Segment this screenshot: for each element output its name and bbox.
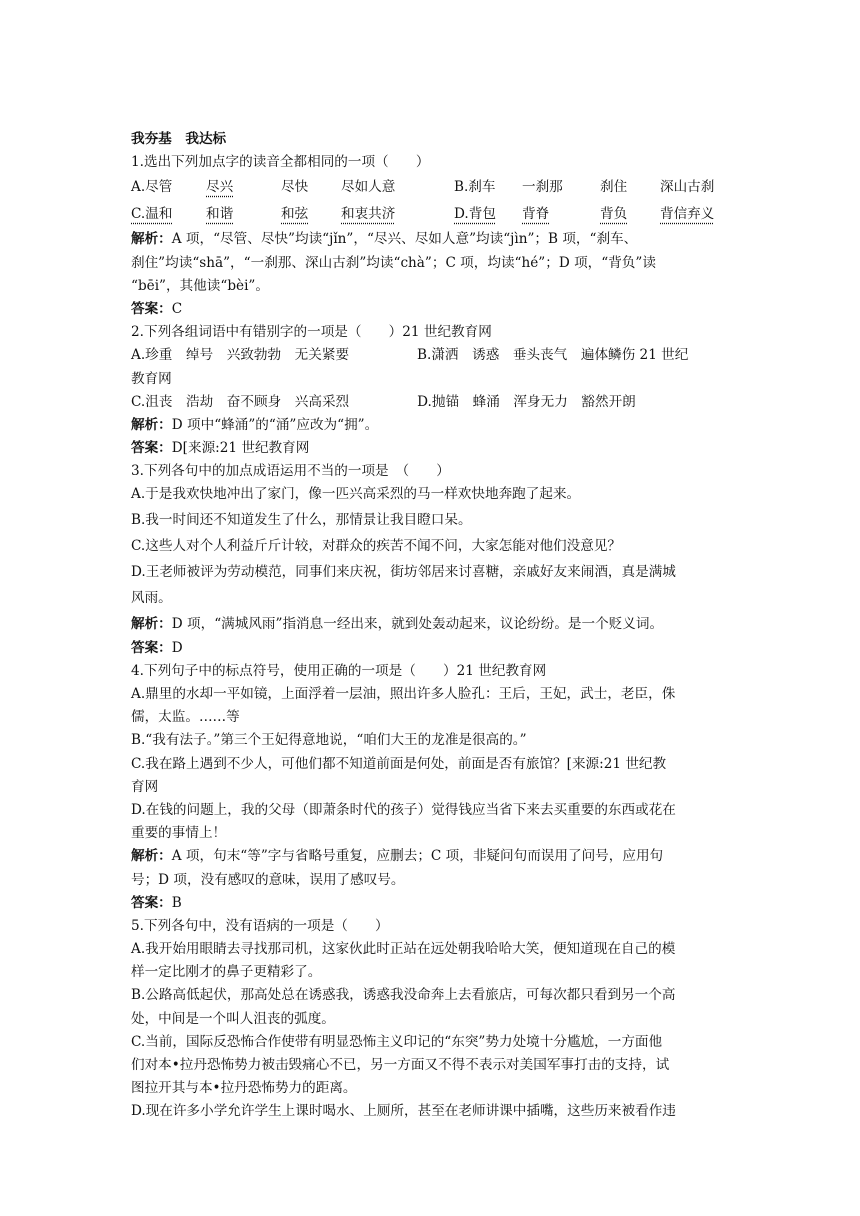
q2-answer — [131, 437, 731, 460]
q4-analysis-line-2: 号；D 项，没有感叹的意味，误用了感叹号。 — [131, 871, 405, 888]
q2-line-2: 教育网 — [131, 370, 172, 387]
q1-answer-value: C — [171, 300, 183, 317]
q1-opt-b-2: 一刹那 — [522, 179, 563, 196]
q1-analysis-line-3: “bēi”，其他读“bèi”。 — [131, 277, 269, 294]
q4-analysis-line-1 — [131, 845, 731, 868]
q4-line-5: 育网 — [131, 778, 159, 795]
q2-analysis-label: 解析： — [131, 416, 172, 433]
q3-answer-value: D — [171, 639, 183, 656]
q1-opt-d-3: 背负 — [600, 206, 628, 223]
document-page — [131, 128, 731, 1124]
q1-analysis-line-2: 刹住”均读“shā”，“一刹那、深山古刹”均读“chà”；C 项，均读“hé”；D 项，“背负”读 — [131, 254, 656, 271]
q2-line-3: C.沮丧 浩劫 奋不顾身 兴高采烈 D.抛锚 蜂涌 浑身无力 豁然开朗 — [131, 393, 636, 410]
q5-line-5: C.当前，国际反恐怖合作使带有明显恐怖主义印记的“东突”势力处境十分尴尬，一方面他 — [131, 1033, 663, 1050]
section-title: 我夯基 我达标 — [131, 131, 227, 147]
q3-option-c: C.这些人对个人利益斤斤计较，对群众的疾苦不闻不问，大家怎能对他们没意见？ — [131, 538, 622, 555]
q5-line-1: A.我开始用眼睛去寻找那司机，这家伙此时正站在远处朝我哈哈大笑，便知道现在自己的模 — [131, 941, 676, 958]
q1-answer-label: 答案： — [131, 300, 172, 317]
q1-opt-d-1: D.背包 — [454, 206, 496, 223]
q4-answer — [131, 892, 731, 915]
q2-stem: 2.下列各组词语中有错别字的一项是（ ）21 世纪教育网 — [131, 324, 492, 341]
q5-line-3: B.公路高低起伏，那高处总在诱惑我，诱惑我没命奔上去看旅店，可每次都只看到另一个高 — [131, 987, 676, 1004]
q3-answer-label: 答案： — [131, 639, 172, 656]
q1-opt-a-1: A.尽管 — [131, 179, 173, 196]
q1-analysis-line-1 — [131, 228, 731, 251]
q1-opt-c-3: 和弦 — [281, 206, 309, 223]
q3-analysis — [131, 613, 731, 636]
q1-analysis-label: 解析： — [131, 231, 172, 248]
q1-opt-a-2: 尽兴 — [206, 179, 234, 196]
q4-line-2: 儒，太监。……等 — [131, 709, 240, 726]
q4-analysis-label: 解析： — [131, 848, 172, 865]
q2-analysis — [131, 414, 731, 437]
q1-opt-c-2: 和谐 — [206, 206, 234, 223]
q4-answer-label: 答案： — [131, 894, 172, 911]
q3-option-d-line-2: 风雨。 — [131, 590, 172, 607]
q1-options-row-2 — [131, 201, 731, 228]
q4-line-4: C.我在路上遇到不少人，可他们都不知道前面是何处，前面是否有旅馆？[来源:21 世纪教 — [131, 755, 667, 772]
q1-stem: 1.选出下列加点字的读音全都相同的一项（ ） — [131, 154, 430, 171]
q4-answer-value: B — [171, 894, 182, 911]
q1-options-row-1 — [131, 174, 731, 201]
q5-line-2: 样一定比刚才的鼻子更精彩了。 — [131, 964, 322, 981]
q1-opt-b-4: 深山古刹 — [660, 179, 715, 196]
q3-stem: 3.下列各句中的加点成语运用不当的一项是 （ ） — [131, 463, 450, 480]
q3-option-d-line-1: D.王老师被评为劳动模范，同事们来庆祝，街坊邻居来讨喜糖，亲戚好友来闹酒，真是满城 — [131, 564, 676, 581]
q3-analysis-text: D 项，“满城风雨”指消息一经出来，就到处轰动起来，议论纷纷。是一个贬义词。 — [171, 616, 664, 633]
q3-answer — [131, 637, 731, 660]
q1-analysis-text-1: A 项，“尽管、尽快”均读“jǐn”，“尽兴、尽如人意”均读“jìn”；B 项，“刹车、 — [171, 231, 638, 248]
q4-stem: 4.下列句子中的标点符号，使用正确的一项是（ ）21 世纪教育网 — [131, 662, 547, 679]
q2-answer-label: 答案： — [131, 440, 172, 457]
q5-stem: 5.下列各句中，没有语病的一项是（ ） — [131, 917, 389, 934]
q5-line-8: D.现在许多小学允许学生上课时喝水、上厕所，甚至在老师讲课中插嘴，这些历来被看作违 — [131, 1103, 676, 1120]
q2-line-1: A.珍重 绰号 兴致勃勃 无关紧要 B.潇洒 诱惑 垂头丧气 遍体鳞伤 21 世纪 — [131, 347, 689, 364]
q4-line-1: A.鼎里的水却一平如镜，上面浮着一层油，照出许多人脸孔：王后，王妃，武士，老臣，侏 — [131, 686, 676, 702]
q5-line-4: 处，中间是一个叫人沮丧的弧度。 — [131, 1010, 335, 1027]
q1-answer — [131, 298, 731, 321]
q1-opt-a-3: 尽快 — [281, 179, 309, 196]
q4-line-7: 重要的事情上！ — [131, 825, 227, 842]
q1-opt-c-4: 和衷共济 — [341, 206, 396, 223]
q3-analysis-label: 解析： — [131, 616, 172, 633]
q4-analysis-text-1: A 项，句末“等”字与省略号重复，应删去；C 项，非疑问句而误用了问号，应用句 — [171, 848, 664, 865]
q4-line-6: D.在钱的问题上，我的父母（即萧条时代的孩子）觉得钱应当省下来去买重要的东西或花在 — [131, 801, 676, 818]
q1-opt-d-2: 背脊 — [522, 206, 550, 223]
q5-line-6: 们对本•拉丹恐怖势力被击毁痛心不已，另一方面又不得不表示对美国军事打击的支持，试 — [131, 1057, 670, 1073]
q4-line-3: B.“我有法子。”第三个王妃得意地说，“咱们大王的龙准是很高的。” — [131, 732, 527, 749]
q3-option-a: A.于是我欢快地冲出了家门，像一匹兴高采烈的马一样欢快地奔跑了起来。 — [131, 486, 581, 503]
q1-opt-c-1: C.温和 — [131, 206, 173, 223]
q5-line-7: 图拉开其与本•拉丹恐怖势力的距离。 — [131, 1080, 357, 1097]
q1-opt-a-4: 尽如人意 — [341, 179, 396, 196]
q2-answer-value: D[来源:21 世纪教育网 — [171, 440, 310, 457]
q1-opt-d-4: 背信弃义 — [660, 206, 715, 223]
q1-opt-b-3: 刹住 — [600, 179, 628, 196]
q2-analysis-text: D 项中“蜂涌”的“涌”应改为“拥”。 — [171, 416, 379, 433]
q1-opt-b-1: B.刹车 — [454, 179, 496, 196]
q3-option-b: B.我一时间还不知道发生了什么，那情景让我目瞪口呆。 — [131, 512, 472, 529]
